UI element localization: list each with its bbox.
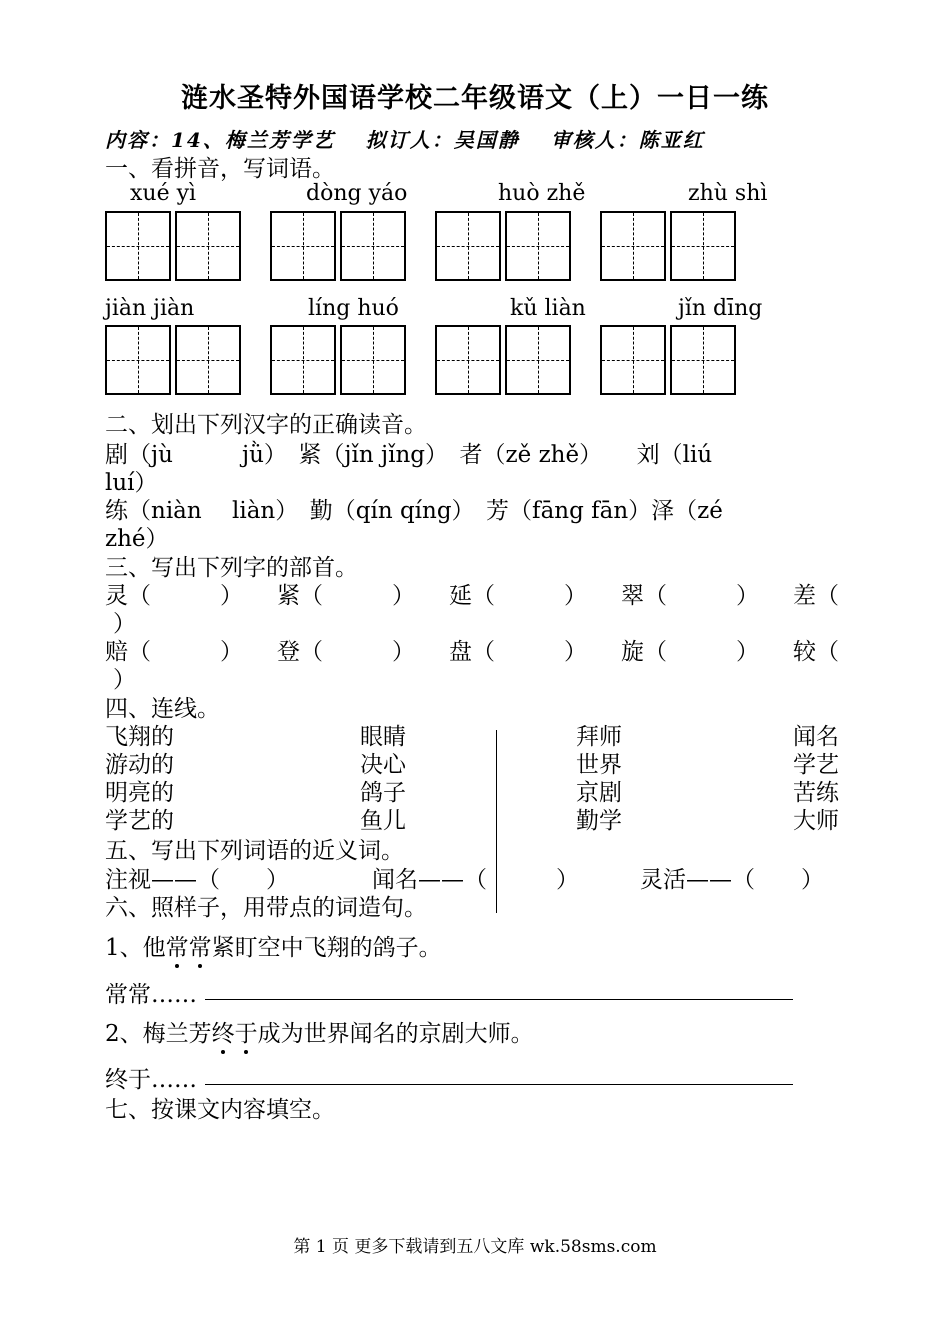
synonym-blank[interactable]: 灵活——（ ）: [640, 867, 824, 893]
match-left-item[interactable]: 学艺的: [105, 808, 174, 834]
match-right-item[interactable]: 眼睛: [360, 724, 406, 750]
example-sentence-2: [105, 1015, 534, 1048]
writing-box-pair: [105, 325, 245, 395]
writing-box[interactable]: [175, 211, 241, 281]
radical-blank[interactable]: 紧（ ）: [277, 583, 415, 609]
pinyin-label: jiàn jiàn: [105, 296, 195, 321]
writing-box[interactable]: [670, 325, 736, 395]
writing-box[interactable]: [435, 211, 501, 281]
section-4-heading: 四、连线。: [105, 696, 220, 722]
answer-prompt: 常常……: [105, 982, 197, 1008]
radical-blank[interactable]: 延（ ）: [449, 583, 587, 609]
section-2-heading: 二、划出下列汉字的正确读音。: [105, 412, 427, 438]
writing-box[interactable]: [105, 211, 171, 281]
match-right-item[interactable]: 鱼儿: [360, 808, 406, 834]
match-left-item[interactable]: 明亮的: [105, 780, 174, 806]
synonym-blank[interactable]: 注视——（ ）: [105, 867, 289, 893]
radical-blank[interactable]: 登（ ）: [277, 639, 415, 665]
writing-box[interactable]: [600, 211, 666, 281]
page-title: 涟水圣特外国语学校二年级语文（上）一日一练: [181, 83, 769, 114]
dotted-char: 常: [189, 929, 212, 962]
match-left-item[interactable]: 游动的: [105, 752, 174, 778]
match-right-item[interactable]: 决心: [360, 752, 406, 778]
reading-choice-line[interactable]: 剧（jù jǜ） 紧（jǐn jǐng） 者（zě zhě） 刘（liú: [105, 442, 713, 468]
pinyin-label: huò zhě: [498, 181, 586, 206]
reading-choice-line[interactable]: zhé）: [105, 526, 169, 552]
pinyin-label: líng huó: [308, 296, 399, 321]
writing-box[interactable]: [600, 325, 666, 395]
dotted-char: 常: [166, 929, 189, 962]
writing-box-pair: [435, 325, 575, 395]
writing-box[interactable]: [505, 211, 571, 281]
pinyin-label: dòng yáo: [306, 181, 408, 206]
pinyin-label: kǔ liàn: [510, 296, 586, 321]
writing-box[interactable]: [270, 325, 336, 395]
writing-box[interactable]: [340, 325, 406, 395]
reading-choice-line[interactable]: luí）: [105, 470, 158, 496]
section-1-heading: 一、看拼音，写词语。: [105, 156, 335, 182]
section-5-heading: 五、写出下列词语的近义词。: [105, 838, 404, 864]
writing-box-pair: [600, 211, 740, 281]
writing-box[interactable]: [175, 325, 241, 395]
radical-blank-close: ）: [113, 667, 136, 693]
match-left-item[interactable]: 世界: [576, 752, 622, 778]
radical-blank[interactable]: 灵（ ）: [105, 583, 243, 609]
pinyin-label: jǐn dīng: [678, 296, 763, 321]
writing-box[interactable]: [670, 211, 736, 281]
sentence-text: 成为世界闻名的京剧大师。: [257, 1021, 534, 1047]
radical-blank[interactable]: 差（: [793, 583, 839, 609]
radical-blank[interactable]: 赔（ ）: [105, 639, 243, 665]
reading-choice-line[interactable]: 练（niàn liàn） 勤（qín qíng） 芳（fāng fān）泽（zé: [105, 498, 723, 524]
dotted-char: 终: [212, 1015, 235, 1048]
answer-line[interactable]: [205, 999, 793, 1000]
match-left-item[interactable]: 京剧: [576, 780, 622, 806]
match-left-item[interactable]: 飞翔的: [105, 724, 174, 750]
radical-blank[interactable]: 盘（ ）: [449, 639, 587, 665]
section-6-heading: 六、照样子，用带点的词造句。: [105, 895, 427, 921]
answer-line[interactable]: [205, 1084, 793, 1085]
section-3-heading: 三、写出下列字的部首。: [105, 555, 358, 581]
match-right-item[interactable]: 大师: [793, 808, 839, 834]
writing-box-pair: [270, 211, 410, 281]
answer-prompt: 终于……: [105, 1067, 197, 1093]
dotted-char: 于: [235, 1015, 258, 1048]
writing-box[interactable]: [340, 211, 406, 281]
writing-box-pair: [435, 211, 575, 281]
match-right-item[interactable]: 闻名: [793, 724, 839, 750]
writing-box[interactable]: [105, 325, 171, 395]
writing-box[interactable]: [270, 211, 336, 281]
example-sentence-1: [105, 929, 442, 962]
page-footer: 第 1 页 更多下载请到五八文库 wk.58sms.com: [293, 1237, 657, 1257]
writing-box-pair: [600, 325, 740, 395]
match-left-item[interactable]: 勤学: [576, 808, 622, 834]
match-right-item[interactable]: 鸽子: [360, 780, 406, 806]
radical-blank[interactable]: 翠（ ）: [621, 583, 759, 609]
match-right-item[interactable]: 学艺: [793, 752, 839, 778]
writing-box-pair: [105, 211, 245, 281]
sentence-text: 紧盯空中飞翔的鸽子。: [211, 935, 442, 961]
radical-blank[interactable]: 较（: [793, 639, 839, 665]
sentence-text: 2、梅兰芳: [105, 1021, 212, 1047]
section-7-heading: 七、按课文内容填空。: [105, 1097, 335, 1123]
document-meta: 内容：14、梅兰芳学艺 拟订人：吴国静 审核人：陈亚红: [105, 128, 705, 152]
writing-box[interactable]: [435, 325, 501, 395]
match-left-item[interactable]: 拜师: [576, 724, 622, 750]
pinyin-label: zhù shì: [688, 181, 768, 206]
writing-box-pair: [270, 325, 410, 395]
radical-blank[interactable]: 旋（ ）: [621, 639, 759, 665]
writing-box[interactable]: [505, 325, 571, 395]
radical-blank-close: ）: [113, 611, 136, 637]
pinyin-label: xué yì: [130, 181, 197, 206]
match-right-item[interactable]: 苦练: [793, 780, 839, 806]
sentence-text: 1、他: [105, 935, 166, 961]
synonym-blank[interactable]: 闻名——（ ）: [372, 867, 579, 893]
